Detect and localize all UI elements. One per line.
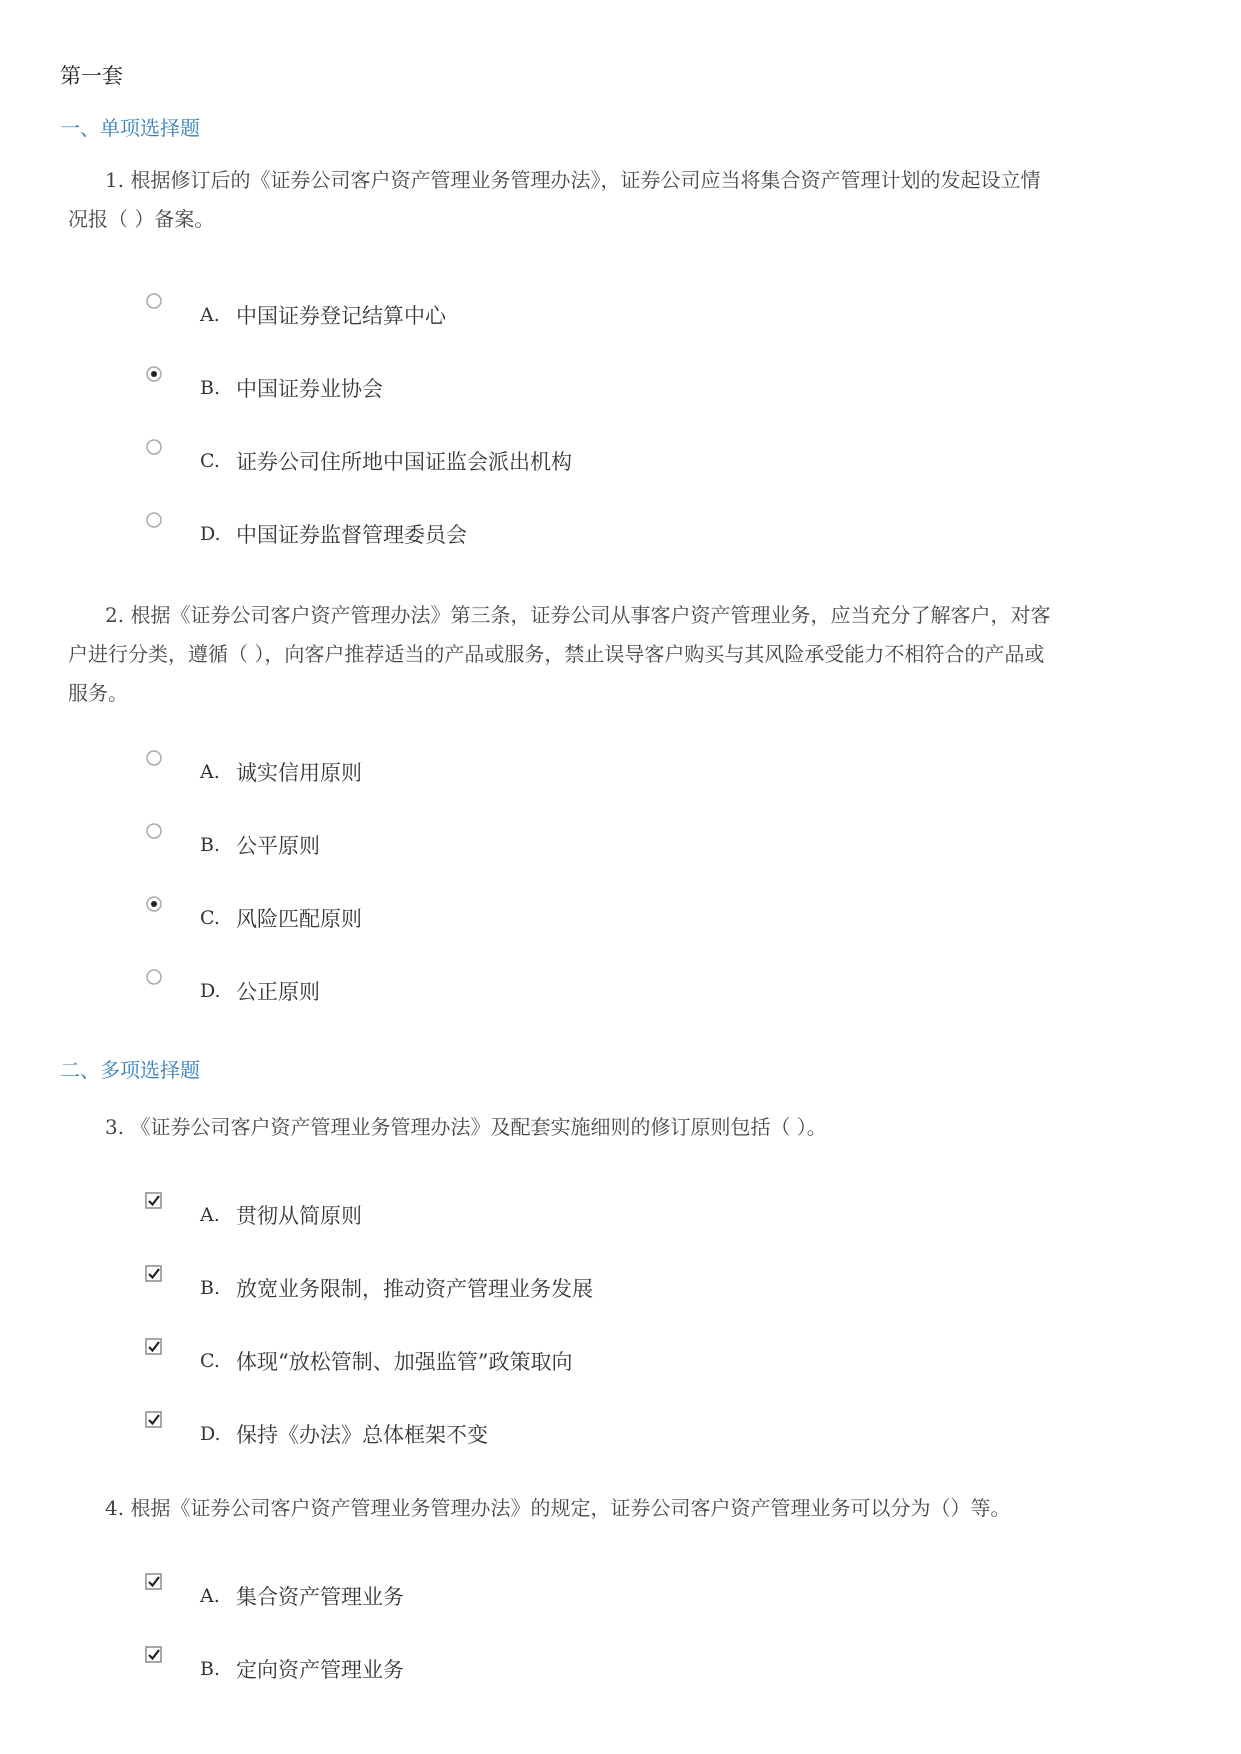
question-3-text bbox=[105, 1108, 827, 1147]
option-label: 诚实信用原则 bbox=[236, 761, 362, 785]
option-label: 集合资产管理业务 bbox=[236, 1585, 404, 1609]
question-number: 4. bbox=[105, 1496, 125, 1520]
question-4-text bbox=[105, 1489, 1010, 1528]
option-label: 风险匹配原则 bbox=[236, 907, 362, 931]
option-label: 贯彻从简原则 bbox=[236, 1204, 362, 1228]
option-letter: D. bbox=[200, 523, 221, 545]
option-letter: D. bbox=[200, 980, 221, 1002]
option-label: 体现“放松管制、加强监管”政策取向 bbox=[236, 1350, 573, 1374]
q2-option-d[interactable] bbox=[0, 968, 1241, 1008]
option-label: 定向资产管理业务 bbox=[236, 1658, 404, 1682]
q4-option-b[interactable] bbox=[0, 1646, 1241, 1686]
option-letter: B. bbox=[200, 377, 221, 399]
option-letter: B. bbox=[200, 834, 221, 856]
option-label: 保持《办法》总体框架不变 bbox=[236, 1423, 488, 1447]
section-title-single: 一、单项选择题 bbox=[60, 116, 200, 140]
option-label: 中国证券业协会 bbox=[236, 377, 383, 401]
option-letter: C. bbox=[200, 907, 220, 929]
question-number: 2. bbox=[105, 603, 125, 627]
q2-option-c[interactable] bbox=[0, 895, 1241, 935]
option-letter: B. bbox=[200, 1658, 221, 1680]
question-2-text bbox=[105, 596, 1050, 635]
checkbox-checked[interactable] bbox=[145, 1192, 163, 1210]
option-letter: A. bbox=[200, 304, 220, 326]
radio-button-selected[interactable] bbox=[145, 365, 163, 383]
radio-button[interactable] bbox=[145, 749, 163, 767]
question-number: 3. bbox=[105, 1115, 125, 1139]
q4-option-a[interactable] bbox=[0, 1573, 1241, 1613]
radio-button[interactable] bbox=[145, 822, 163, 840]
question-1-text-cont: 况报（ ）备案。 bbox=[68, 207, 215, 231]
option-letter: A. bbox=[200, 761, 220, 783]
checkbox-checked[interactable] bbox=[145, 1265, 163, 1283]
question-line: 根据《证券公司客户资产管理办法》第三条，证券公司从事客户资产管理业务，应当充分了解客户，对客 bbox=[130, 603, 1051, 627]
radio-button-selected[interactable] bbox=[145, 895, 163, 913]
option-label: 中国证券监督管理委员会 bbox=[236, 523, 467, 547]
question-line: 根据《证券公司客户资产管理业务管理办法》的规定，证券公司客户资产管理业务可以分为（）等。 bbox=[130, 1496, 1011, 1520]
checkbox-checked[interactable] bbox=[145, 1411, 163, 1429]
question-2-text-cont2: 服务。 bbox=[68, 681, 128, 705]
option-label: 公正原则 bbox=[236, 980, 320, 1004]
question-line: 根据修订后的《证券公司客户资产管理业务管理办法》，证券公司应当将集合资产管理计划的发起设立情 bbox=[130, 168, 1041, 192]
option-letter: B. bbox=[200, 1277, 221, 1299]
q3-option-b[interactable] bbox=[0, 1265, 1241, 1305]
section-title-multi: 二、多项选择题 bbox=[60, 1058, 200, 1082]
q2-option-b[interactable] bbox=[0, 822, 1241, 862]
radio-button[interactable] bbox=[145, 968, 163, 986]
page-title: 第一套 bbox=[60, 64, 123, 88]
question-1-text bbox=[105, 161, 1040, 200]
radio-button[interactable] bbox=[145, 292, 163, 310]
q3-option-a[interactable] bbox=[0, 1192, 1241, 1232]
checkbox-checked[interactable] bbox=[145, 1338, 163, 1356]
option-letter: A. bbox=[200, 1585, 220, 1607]
checkbox-checked[interactable] bbox=[145, 1573, 163, 1591]
question-number: 1. bbox=[105, 168, 125, 192]
q2-option-a[interactable] bbox=[0, 749, 1241, 789]
radio-button[interactable] bbox=[145, 438, 163, 456]
option-letter: A. bbox=[200, 1204, 220, 1226]
option-label: 公平原则 bbox=[236, 834, 320, 858]
option-label: 证券公司住所地中国证监会派出机构 bbox=[236, 450, 572, 474]
q1-option-a[interactable] bbox=[0, 292, 1241, 332]
q3-option-c[interactable] bbox=[0, 1338, 1241, 1378]
checkbox-checked[interactable] bbox=[145, 1646, 163, 1664]
option-label: 放宽业务限制，推动资产管理业务发展 bbox=[236, 1277, 593, 1301]
q3-option-d[interactable] bbox=[0, 1411, 1241, 1451]
option-letter: C. bbox=[200, 1350, 220, 1372]
question-line: 《证券公司客户资产管理业务管理办法》及配套实施细则的修订原则包括（ ）。 bbox=[130, 1115, 827, 1139]
option-letter: C. bbox=[200, 450, 220, 472]
q1-option-d[interactable] bbox=[0, 511, 1241, 551]
radio-button[interactable] bbox=[145, 511, 163, 529]
question-2-text-cont: 户进行分类，遵循（ ），向客户推荐适当的产品或服务，禁止误导客户购买与其风险承受能力不相符合的产品或 bbox=[68, 642, 1045, 666]
q1-option-c[interactable] bbox=[0, 438, 1241, 478]
q1-option-b[interactable] bbox=[0, 365, 1241, 405]
option-label: 中国证券登记结算中心 bbox=[236, 304, 446, 328]
option-letter: D. bbox=[200, 1423, 221, 1445]
